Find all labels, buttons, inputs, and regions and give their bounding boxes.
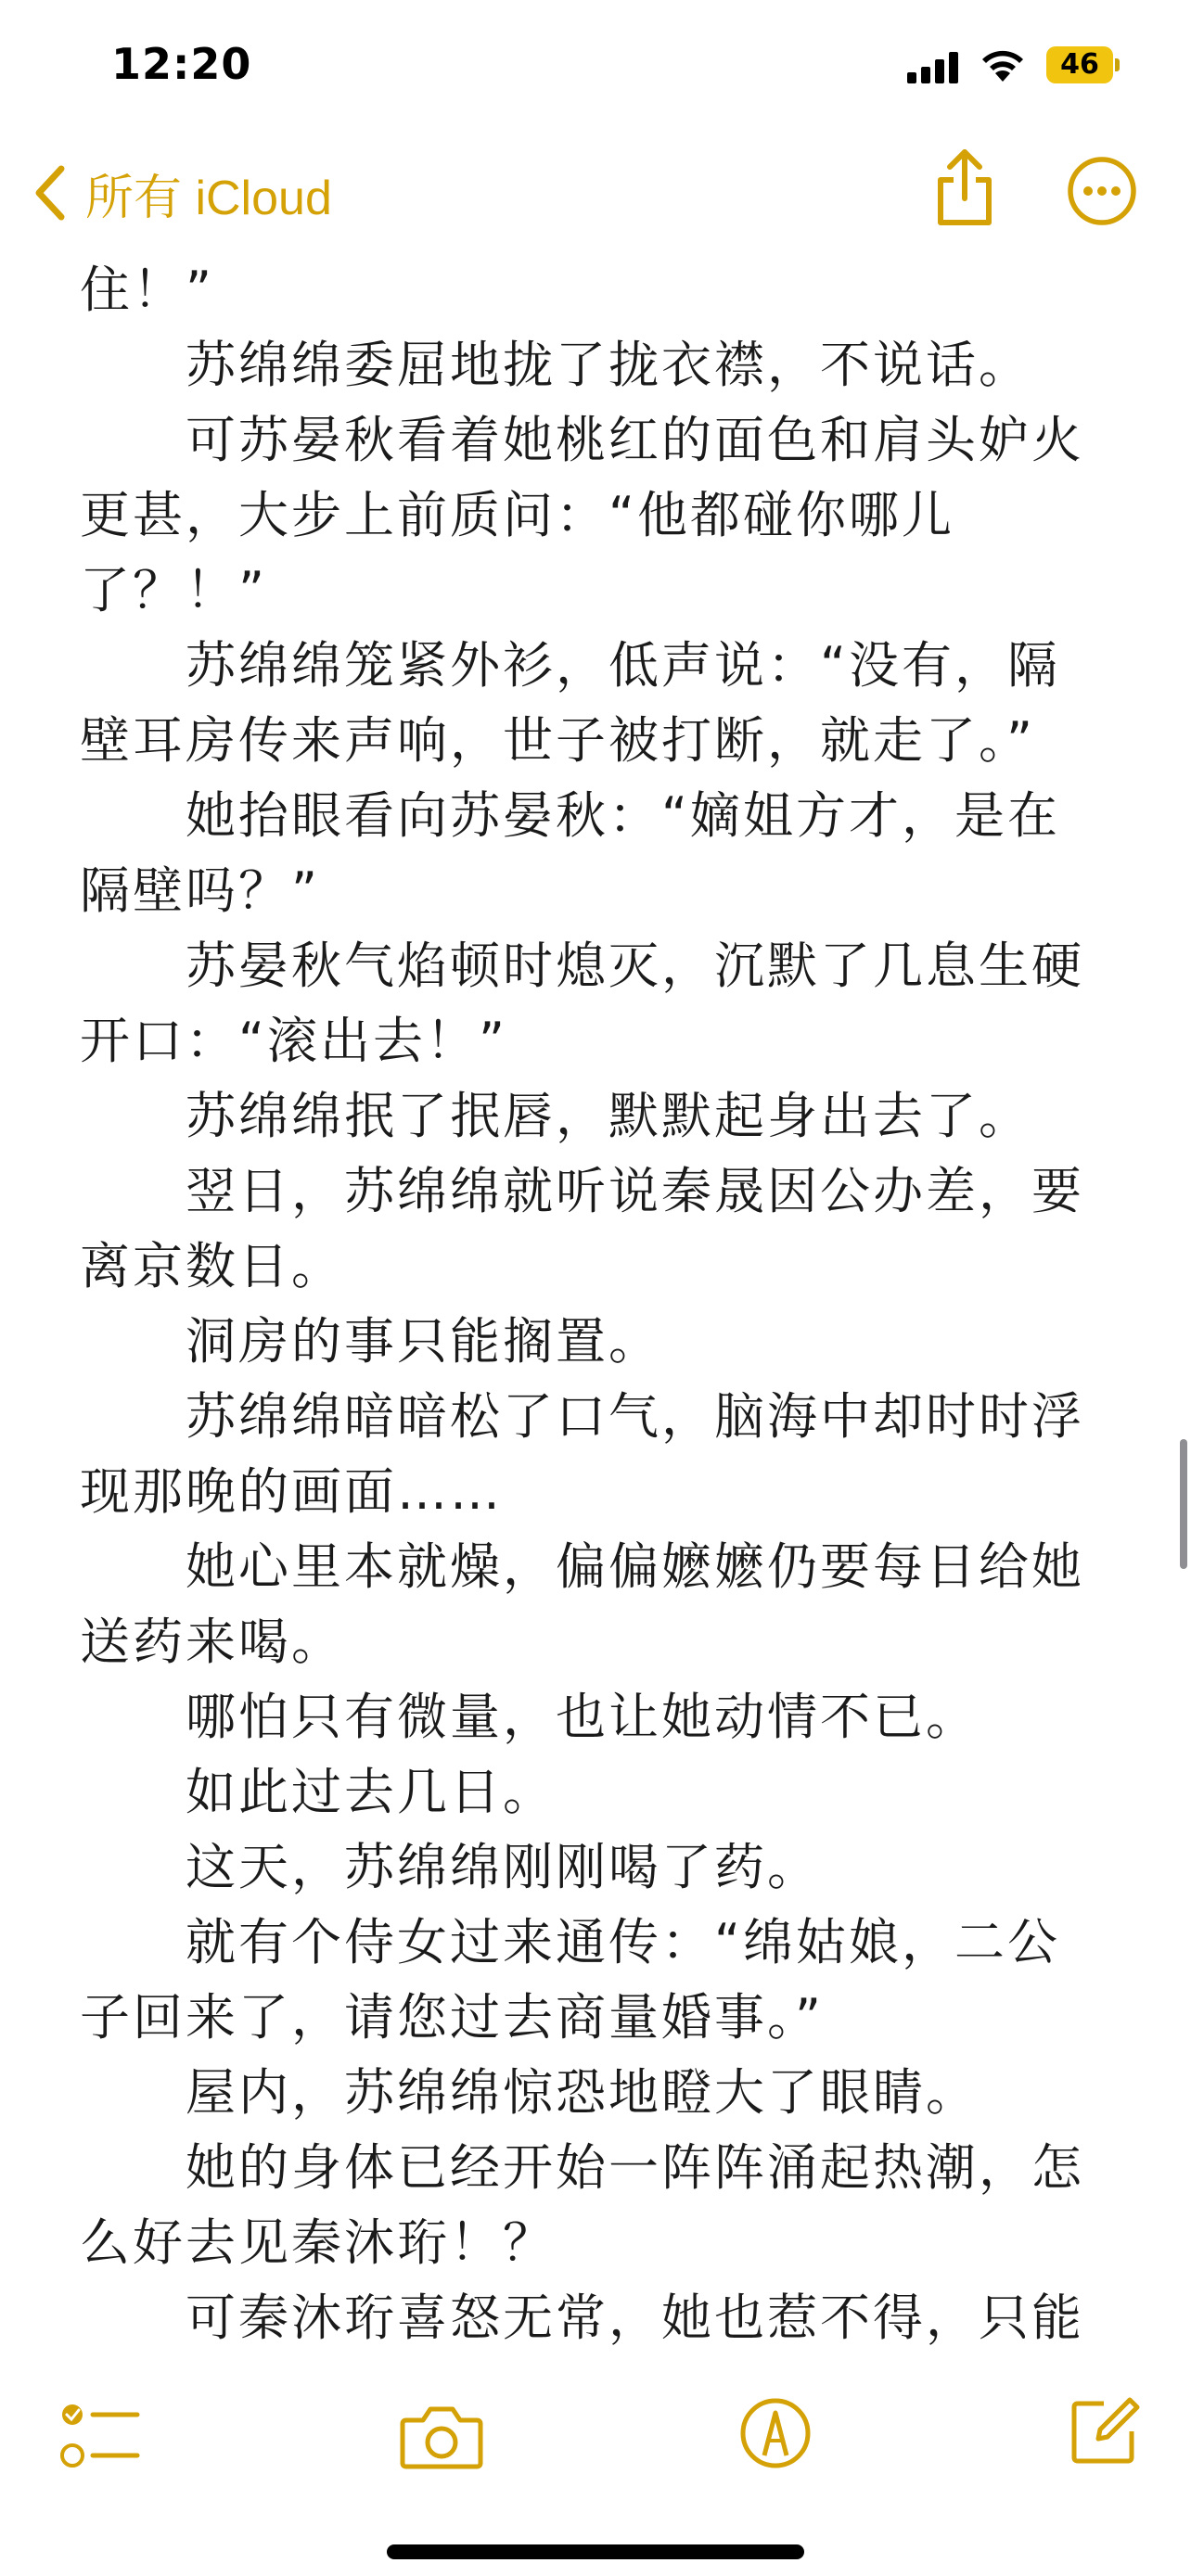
bottom-toolbar	[0, 2355, 1191, 2531]
note-line: 就有个侍女过来通传：“绵姑娘，二公	[80, 1913, 1060, 1971]
note-body[interactable]	[80, 252, 1119, 2348]
note-line: 开口：“滚出去！”	[80, 1012, 507, 1070]
checklist-icon	[59, 2398, 143, 2476]
note-line: 她的身体已经开始一阵阵涌起热潮，怎	[80, 2138, 1084, 2197]
note-line: 子回来了，请您过去商量婚事。”	[80, 1988, 824, 2047]
note-line: 如此过去几日。	[80, 1763, 556, 1821]
scroll-indicator[interactable]	[1180, 1439, 1187, 1569]
note-line: 哪怕只有微量，也让她动情不已。	[80, 1688, 979, 1746]
checklist-button[interactable]	[59, 2398, 143, 2476]
navigation-bar	[0, 139, 1191, 260]
note-line: 屋内，苏绵绵惊恐地瞪大了眼睛。	[80, 2063, 979, 2122]
note-line: 她心里本就燥，偏偏嬷嬷仍要每日给她	[80, 1537, 1084, 1596]
note-line: 翌日，苏绵绵就听说秦晟因公办差，要	[80, 1162, 1084, 1220]
note-line: 隔壁吗？”	[80, 861, 320, 920]
cellular-signal-icon	[907, 52, 959, 83]
note-line: 苏绵绵笼紧外衫，低声说：“没有，隔	[80, 636, 1060, 695]
note-line: 了？！”	[80, 561, 267, 619]
ellipsis-circle-icon	[1067, 156, 1137, 226]
status-time: 12:20	[111, 39, 252, 89]
note-line: 么好去见秦沐珩！？	[80, 2213, 556, 2272]
note-line: 离京数日。	[80, 1237, 344, 1295]
note-line: 更甚，大步上前质问：“他都碰你哪儿	[80, 486, 954, 544]
back-label: 所有 iCloud	[85, 171, 332, 225]
home-indicator[interactable]	[387, 2544, 804, 2559]
note-line: 可秦沐珩喜怒无常，她也惹不得，只能	[80, 2289, 1084, 2347]
note-line: 苏绵绵抿了抿唇，默默起身出去了。	[80, 1087, 1031, 1145]
new-note-button[interactable]	[1067, 2394, 1141, 2468]
note-line: 洞房的事只能搁置。	[80, 1312, 661, 1371]
note-line: 苏绵绵委屈地拢了拢衣襟，不说话。	[80, 336, 1031, 394]
markup-pen-icon	[738, 2396, 813, 2470]
chevron-left-icon	[32, 163, 69, 223]
compose-icon	[1067, 2394, 1141, 2468]
wifi-icon	[980, 46, 1026, 83]
more-options-button[interactable]	[1067, 156, 1137, 226]
battery-cap	[1115, 58, 1120, 71]
note-line: 送药来喝。	[80, 1613, 344, 1671]
share-icon	[933, 147, 996, 228]
note-line: 这天，苏绵绵刚刚喝了药。	[80, 1838, 820, 1896]
camera-button[interactable]	[399, 2402, 484, 2472]
status-bar	[0, 0, 1191, 139]
battery-level: 46	[1046, 46, 1113, 83]
camera-icon	[399, 2402, 484, 2472]
share-button[interactable]	[933, 147, 996, 228]
note-line: 她抬眼看向苏晏秋：“嫡姐方才，是在	[80, 786, 1060, 845]
note-line: 可苏晏秋看着她桃红的面色和肩头妒火	[80, 411, 1084, 469]
note-line: 住！”	[80, 261, 214, 319]
markup-button[interactable]	[738, 2396, 813, 2470]
back-button[interactable]	[32, 156, 332, 230]
battery-indicator	[1046, 46, 1119, 83]
note-line: 壁耳房传来声响，世子被打断，就走了。”	[80, 711, 1035, 770]
note-line: 现那晚的画面……	[80, 1462, 503, 1521]
note-line: 苏绵绵暗暗松了口气，脑海中却时时浮	[80, 1387, 1084, 1446]
note-line: 苏晏秋气焰顿时熄灭，沉默了几息生硬	[80, 937, 1084, 995]
